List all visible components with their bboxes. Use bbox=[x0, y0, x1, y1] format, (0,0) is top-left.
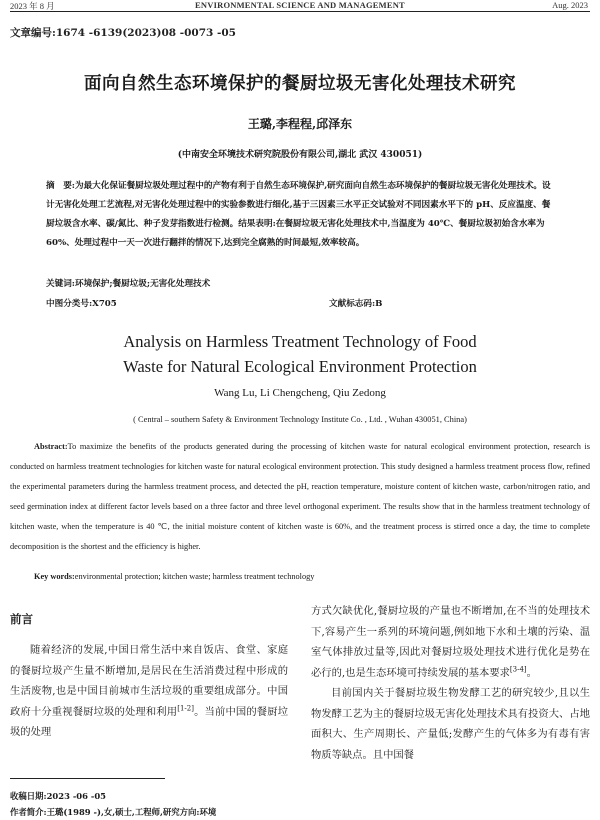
body-column-left bbox=[10, 640, 288, 743]
abstract-en-label: Abstract: bbox=[34, 442, 68, 451]
paper-title-en-line2: Waste for Natural Ecological Environment Protection bbox=[123, 357, 477, 376]
preface-para-1-cont-text: 方式欠缺优化,餐厨垃圾的产量也不断增加,在不当的处理技术下,容易产生一系列的环境问题,例如地下水和土壤的污染、温室气体排放过量等,因此对餐厨垃圾处理技术进行优化是势在必行的,也是生态环境可持续发展的基本要求 bbox=[311, 605, 590, 679]
keywords-cn-label: 关键词: bbox=[46, 279, 75, 289]
abstract-cn-label: 摘 要: bbox=[46, 181, 75, 191]
abstract-cn-text: 为最大化保证餐厨垃圾处理过程中的产物有利于自然生态环境保护,研究面向自然生态环境保护的餐厨垃圾无害化处理技术。设计无害化处理工艺流程,对无害化处理过程中的实验参数进行细化,基于三因素三水平正交试验对不同因素水平下的 pH、反应温度、餐厨垃圾含水率、碳/氮比、种子发芽指数进行检测。结果表明:在餐厨垃圾无害化处理技术中,当温度为 40℃、餐厨垃圾初始含水率为 60%、处理过程中一天一次进行翻拌的情况下,达到完全腐熟的时间最短,效率较高。 bbox=[46, 181, 551, 248]
doc-code-label: 文献标志码: bbox=[329, 299, 376, 309]
preface-para-1-continued bbox=[311, 601, 590, 683]
authors-cn: 王璐,李程程,邱泽东 bbox=[247, 117, 353, 131]
citation-1-2: [1-2] bbox=[177, 704, 194, 713]
paper-title-en-line1: Analysis on Harmless Treatment Technology of Food bbox=[123, 332, 477, 351]
abstract-en bbox=[10, 437, 590, 557]
header-date: 2023 年 8 月 bbox=[10, 1, 55, 11]
keywords-cn bbox=[46, 277, 556, 289]
body-column-right bbox=[311, 601, 590, 765]
affiliation-en: ( Central – southern Safety & Environment Technology Institute Co. , Ltd. , Wuhan 430051, China) bbox=[133, 415, 467, 424]
class-label: 中图分类号: bbox=[46, 299, 93, 309]
journal-name: ENVIRONMENTAL SCIENCE AND MANAGEMENT bbox=[195, 0, 405, 10]
abstract-en-text: To maximize the benefits of the products generated during the processing of kitchen waste for natural ecological environment protection, research is conducted on harmless treatment technologies for kitchen waste for natural ecological environment protection. This study designed a harmless treatment process flow, refined the experimental parameters during the harmless treatment process, and detected the pH, reaction temperature, moisture content of kitchen waste, carbon/nitrogen ratio, and seed germination index at different factor levels based on a three factor and three level orthogonal experiment. The results show that in the harmless treatment technology of kitchen waste, when the temperature is 40 ℃, the initial moisture content of kitchen waste is 60%, and the treatment process is stirred once a day, the time to complete decomposition is the shortest and the efficiency is higher. bbox=[10, 442, 590, 551]
header-rule bbox=[10, 11, 590, 12]
citation-3-4: [3-4] bbox=[509, 665, 527, 674]
class-value: X705 bbox=[92, 299, 117, 309]
doc-code-value: B bbox=[375, 299, 383, 309]
authors-en: Wang Lu, Li Chengcheng, Qiu Zedong bbox=[214, 387, 386, 399]
author-bio: 作者简介:王璐(1989 -),女,硕士,工程师,研究方向:环境 bbox=[10, 807, 217, 817]
classification-number bbox=[46, 297, 117, 309]
preface-para-1-tail: 。当前中国的餐厨垃圾的处理 bbox=[10, 705, 289, 738]
section-title-preface: 前言 bbox=[10, 612, 33, 626]
keywords-en-text: environmental protection; kitchen waste; harmless treatment technology bbox=[74, 572, 315, 581]
affiliation-cn: (中南安全环境技术研究院股份有限公司,湖北 武汉 430051) bbox=[177, 150, 423, 160]
keywords-cn-text: 环境保护;餐厨垃圾;无害化处理技术 bbox=[74, 279, 211, 289]
keywords-en bbox=[34, 572, 590, 581]
preface-para-2: 目前国内关于餐厨垃圾生物发酵工艺的研究较少,且以生物发酵工艺为主的餐厨垃圾无害化处理技术具有投资大、占地面积大、生产周期长、产量低;发酵产生的气体多为有毒有害物质等缺点。且中国餐 bbox=[311, 687, 590, 761]
keywords-en-label: Key words: bbox=[34, 572, 75, 581]
preface-para-1: 随着经济的发展,中国日常生活中来自饭店、食堂、家庭的餐厨垃圾产生量不断增加,是居民在生活消费过程中形成的生活废物,也是中国目前城市生活垃圾的重要组成部分。中国政府十分重视餐厨垃圾的处理和利用 bbox=[10, 644, 288, 718]
abstract-cn bbox=[46, 177, 556, 253]
preface-para-1-cont-tail: 。 bbox=[526, 666, 537, 679]
article-number: 文章编号:1674 -6139(2023)08 -0073 -05 bbox=[10, 27, 236, 39]
paper-title-cn: 面向自然生态环境保护的餐厨垃圾无害化处理技术研究 bbox=[84, 74, 516, 94]
footnote-rule bbox=[10, 778, 165, 779]
document-code bbox=[329, 297, 382, 309]
header-date-en: Aug. 2023 bbox=[552, 0, 588, 10]
received-date: 收稿日期:2023 -06 -05 bbox=[10, 791, 106, 801]
